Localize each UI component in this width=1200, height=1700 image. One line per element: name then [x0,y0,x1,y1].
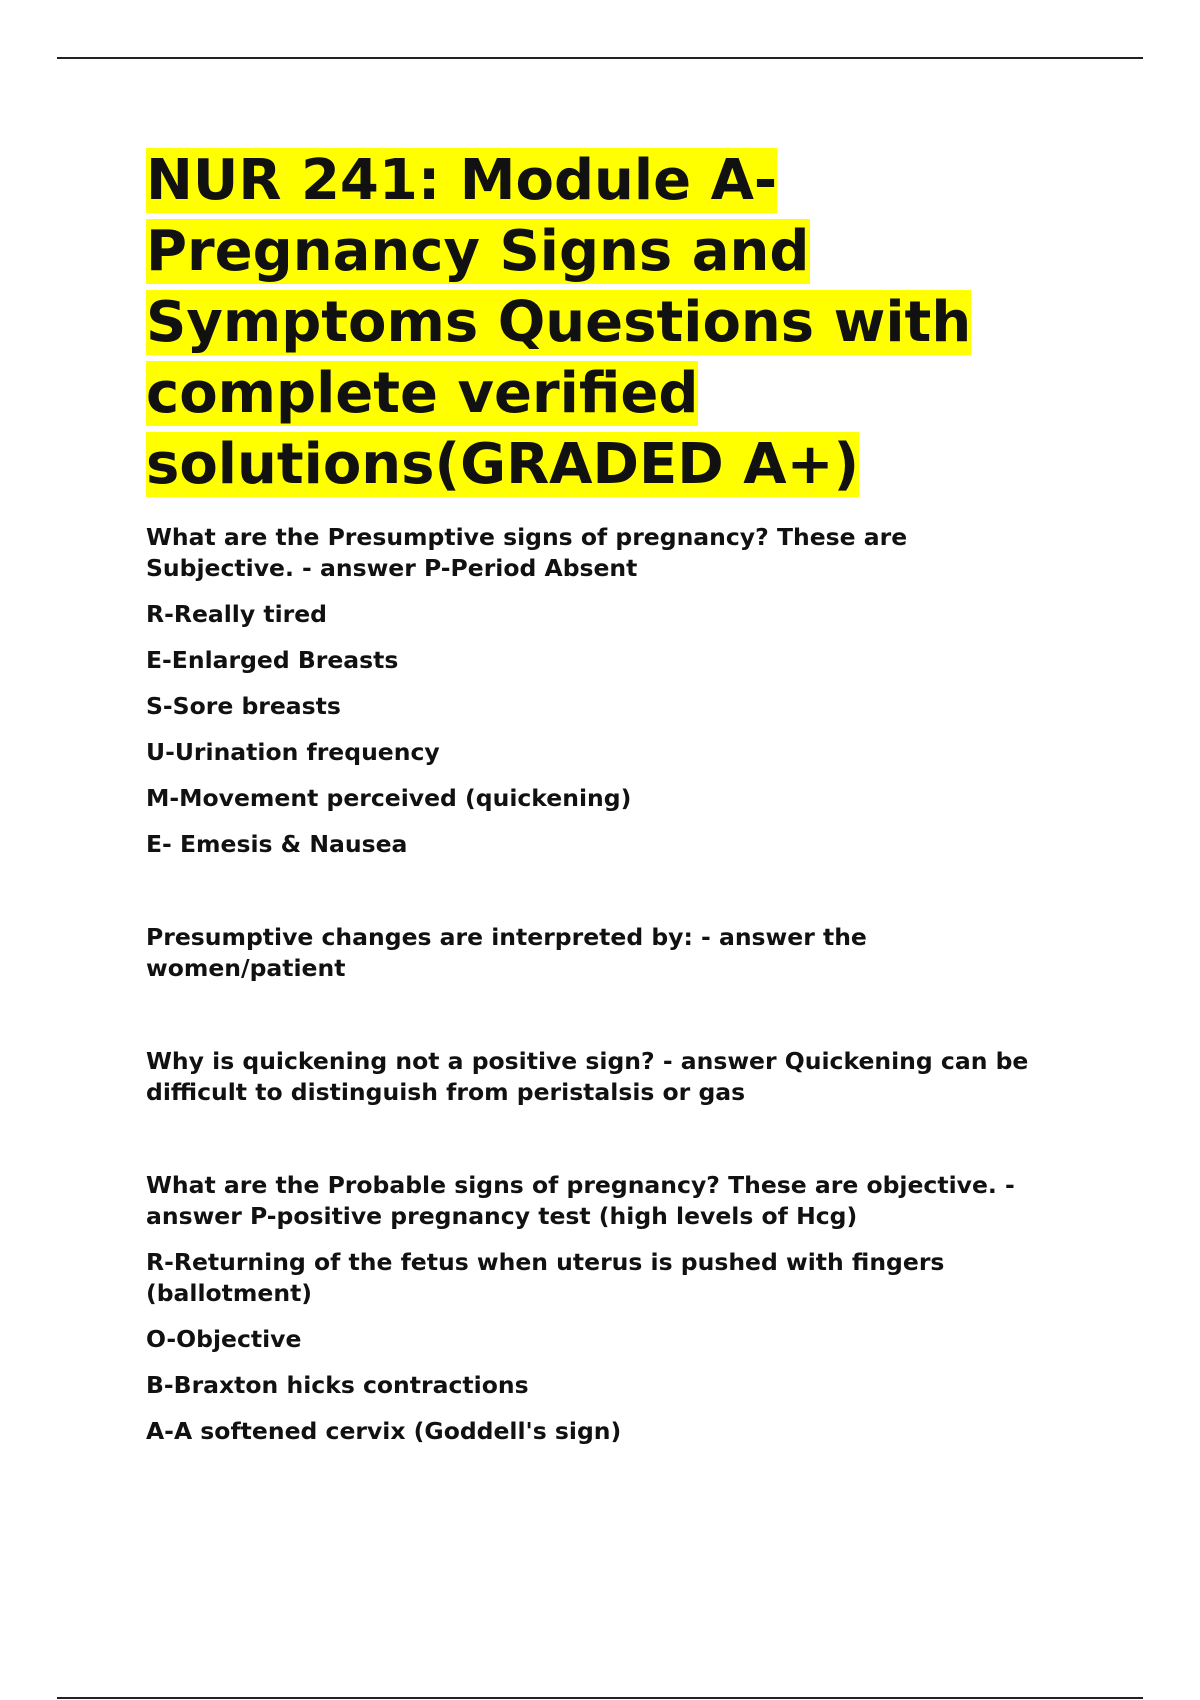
section-spacer [146,1123,1086,1170]
mnemonic-line: B-Braxton hicks contractions [146,1371,529,1399]
title-line: NUR 241: Module A- [146,148,778,213]
question-answer: Why is quickening not a positive sign? - answer Quickening can be difficult to distinguish from peristalsis or gas [146,1047,1029,1106]
mnemonic-line: E- Emesis & Nausea [146,830,408,858]
header-rule [57,57,1143,59]
mnemonic-line: A-A softened cervix (Goddell's sign) [146,1417,622,1445]
title-line: complete verified [146,361,699,426]
qa-probable-signs [146,1170,1086,1447]
document-title [146,145,1086,500]
mnemonic-line: R-Returning of the fetus when uterus is pushed with fingers (ballotment) [146,1248,945,1307]
qa-presumptive-interpretation [146,922,1086,984]
qa-presumptive-signs [146,522,1086,860]
mnemonic-line: R-Really tired [146,600,327,628]
title-line: Symptoms Questions with [146,290,972,355]
question-answer: What are the Probable signs of pregnancy? These are objective. - answer P-positive pregnancy test (high levels of Hcg) [146,1171,1015,1230]
mnemonic-line: E-Enlarged Breasts [146,646,399,674]
footer-rule [57,1697,1143,1699]
question-answer: Presumptive changes are interpreted by: - answer the women/patient [146,923,867,982]
qa-quickening [146,1046,1086,1108]
question-answer: What are the Presumptive signs of pregnancy? These are Subjective. - answer P-Period Absent [146,523,908,582]
mnemonic-line: M-Movement perceived (quickening) [146,784,632,812]
title-line: solutions(GRADED A+) [146,432,860,497]
section-spacer [146,875,1086,922]
title-line: Pregnancy Signs and [146,219,810,284]
mnemonic-line: O-Objective [146,1325,302,1353]
mnemonic-line: U-Urination frequency [146,738,440,766]
document-body [146,145,1086,1462]
mnemonic-line: S-Sore breasts [146,692,341,720]
section-spacer [146,999,1086,1046]
